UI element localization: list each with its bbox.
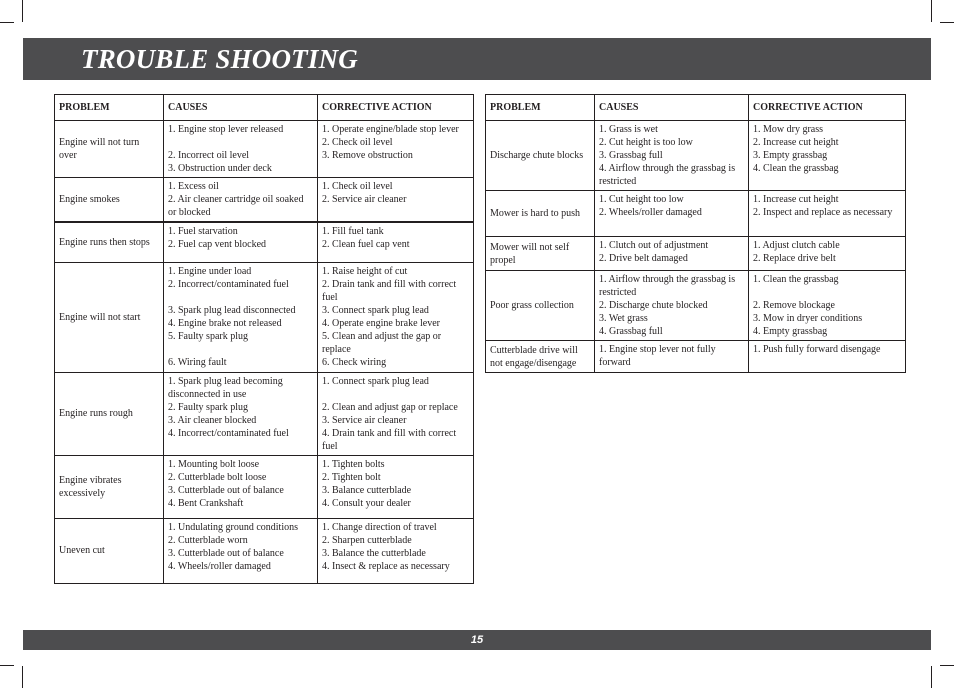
cause-item: 3. Cutterblade out of balance [168,484,284,496]
actions-cell [318,222,474,262]
action-item: 3. Service air cleaner [322,414,407,426]
problem-column-header: PROBLEM [486,95,595,121]
table-row [55,455,474,518]
causes-cell [595,237,749,271]
actions-cell [318,262,474,372]
crop-mark [940,22,954,23]
problem-cell: Mower is hard to push [486,191,595,237]
action-item: 3. Mow in dryer conditions [753,313,863,324]
cause-item: 1. Spark plug lead becoming disconnected in use [168,375,283,400]
right-troubleshooting-table [485,94,906,373]
cause-item: 4. Engine brake not released [168,317,282,329]
cause-item: 2. Cutterblade bolt loose [168,471,267,483]
actions-cell [749,271,906,341]
problem-cell: Engine vibrates excessively [55,455,164,518]
action-item: 2. Drain tank and fill with correct fuel [322,278,457,303]
cause-item: 2. Fuel cap vent blocked [168,239,267,250]
action-item: 1. Adjust clutch cable [753,240,840,251]
causes-cell [164,121,318,178]
action-item: 4. Drain tank and fill with correct fuel [322,427,457,452]
crop-mark [931,0,932,22]
table-row [55,372,474,455]
causes-column-header: CAUSES [595,95,749,121]
cause-item: 3. Cutterblade out of balance [168,547,284,559]
cause-item: 2. Cut height is too low [599,137,693,148]
action-item: 1. Push fully forward disengage [753,344,881,355]
cause-item: 1. Cut height too low [599,194,684,205]
action-item: 2. Sharpen cutterblade [322,534,412,546]
cause-item: 1. Grass is wet [599,124,658,135]
action-item: 1. Fill fuel tank [322,226,384,237]
problem-cell: Cutterblade drive will not engage/disengage [486,341,595,373]
action-item: 1. Raise height of cut [322,265,408,277]
cause-item: 4. Wheels/roller damaged [168,560,271,572]
cause-item: 2. Drive belt damaged [599,253,688,264]
cause-item: 4. Bent Crankshaft [168,497,244,509]
problem-cell: Engine runs then stops [55,222,164,262]
causes-cell [595,271,749,341]
problem-cell: Engine will not turn over [55,121,164,178]
action-column-header: CORRECTIVE ACTION [749,95,906,121]
crop-mark [0,665,14,666]
page-title: TROUBLE SHOOTING [81,44,358,74]
cause-item: 1. Excess oil [168,181,219,192]
table-row [55,262,474,372]
left-troubleshooting-table [54,94,474,584]
action-item: 3. Connect spark plug lead [322,304,429,316]
action-item: 2. Tighten bolt [322,471,381,483]
action-item: 4. Operate engine brake lever [322,317,440,329]
table-row [55,222,474,262]
cause-item: 2. Incorrect/contaminated fuel [168,278,289,290]
page-number: 15 [470,634,484,646]
problem-cell: Mower will not self propel [486,237,595,271]
action-item: 4. Empty grassbag [753,326,828,337]
cause-item: 3. Wet grass [599,313,648,324]
cause-item: 2. Incorrect oil level [168,150,250,161]
cause-item [168,291,313,304]
actions-cell [318,455,474,518]
table-header-row [55,95,474,121]
problem-cell: Uneven cut [55,518,164,583]
cause-item: 2. Air cleaner cartridge oil soaked or blocked [168,194,304,218]
left-table-body [55,121,474,584]
cause-item: 1. Engine under load [168,265,252,277]
action-item: 2. Clean fuel cap vent [322,239,410,250]
problem-cell: Engine runs rough [55,372,164,455]
cause-item: 2. Cutterblade worn [168,534,248,546]
action-item: 3. Empty grassbag [753,150,828,161]
action-item: 2. Replace drive belt [753,253,836,264]
causes-column-header: CAUSES [164,95,318,121]
cause-item: 2. Faulty spark plug [168,401,248,413]
causes-cell [595,341,749,373]
crop-mark [931,666,932,688]
crop-mark [22,0,23,22]
right-table-body [486,121,906,373]
problem-column-header: PROBLEM [55,95,164,121]
cause-item: 3. Obstruction under deck [168,163,272,174]
cause-item: 1. Engine stop lever released [168,124,284,135]
table-row [55,121,474,178]
action-item: 3. Balance the cutterblade [322,547,426,559]
footer-band [23,630,931,650]
action-item [322,388,469,401]
action-item: 1. Increase cut height [753,194,839,205]
problem-cell: Engine smokes [55,178,164,223]
table-row [486,237,906,271]
cause-item: 5. Faulty spark plug [168,330,248,342]
cause-item: 2. Discharge chute blocked [599,300,708,311]
actions-cell [318,121,474,178]
action-item: 2. Clean and adjust gap or replace [322,401,458,413]
action-item: 1. Connect spark plug lead [322,375,429,387]
cause-item: 3. Spark plug lead disconnected [168,304,296,316]
cause-item: 4. Incorrect/contaminated fuel [168,427,289,439]
action-item: 2. Check oil level [322,137,393,148]
crop-mark [22,666,23,688]
table-row [486,121,906,191]
causes-cell [164,372,318,455]
cause-item: 1. Mounting bolt loose [168,458,260,470]
cause-item: 4. Grassbag full [599,326,663,337]
action-item: 2. Remove blockage [753,300,835,311]
actions-cell [318,178,474,223]
problem-cell: Engine will not start [55,262,164,372]
cause-item [168,343,313,356]
table-row [486,271,906,341]
action-item: 4. Consult your dealer [322,497,411,509]
cause-item: 1. Fuel starvation [168,226,238,237]
actions-cell [318,518,474,583]
causes-cell [595,121,749,191]
action-item: 4. Clean the grassbag [753,163,839,174]
cause-item [168,136,313,149]
problem-cell: Poor grass collection [486,271,595,341]
actions-cell [749,121,906,191]
action-item: 1. Check oil level [322,181,393,192]
action-item: 1. Change direction of travel [322,521,437,533]
action-column-header: CORRECTIVE ACTION [318,95,474,121]
causes-cell [595,191,749,237]
cause-item: 4. Airflow through the grassbag is restricted [599,163,736,187]
action-item: 3. Balance cutterblade [322,484,412,496]
table-row [55,178,474,223]
cause-item: 3. Grassbag full [599,150,663,161]
header-band [23,38,931,80]
action-item: 6. Check wiring [322,356,387,368]
cause-item: 6. Wiring fault [168,356,227,368]
actions-cell [749,237,906,271]
cause-item: 3. Air cleaner blocked [168,414,257,426]
action-item: 5. Clean and adjust the gap or replace [322,330,442,355]
cause-item: 1. Engine stop lever not fully forward [599,344,716,368]
cause-item: 1. Undulating ground conditions [168,521,298,533]
causes-cell [164,455,318,518]
causes-cell [164,518,318,583]
problem-cell: Discharge chute blocks [486,121,595,191]
causes-cell [164,178,318,223]
cause-item: 2. Wheels/roller damaged [599,207,702,218]
action-item: 2. Increase cut height [753,137,839,148]
actions-cell [749,341,906,373]
cause-item: 1. Clutch out of adjustment [599,240,709,251]
action-item: 4. Insect & replace as necessary [322,560,450,572]
crop-mark [0,22,14,23]
action-item: 3. Remove obstruction [322,150,413,161]
causes-cell [164,262,318,372]
table-row [486,191,906,237]
actions-cell [318,372,474,455]
action-item: 2. Service air cleaner [322,194,407,205]
action-item [753,286,901,299]
action-item: 1. Operate engine/blade stop lever [322,124,459,135]
action-item: 1. Tighten bolts [322,458,385,470]
actions-cell [749,191,906,237]
table-row [486,341,906,373]
table-row [55,518,474,583]
table-header-row [486,95,906,121]
crop-mark [940,665,954,666]
causes-cell [164,222,318,262]
action-item: 1. Clean the grassbag [753,274,839,285]
action-item: 1. Mow dry grass [753,124,823,135]
action-item: 2. Inspect and replace as necessary [753,207,893,218]
cause-item: 1. Airflow through the grassbag is restricted [599,274,736,298]
